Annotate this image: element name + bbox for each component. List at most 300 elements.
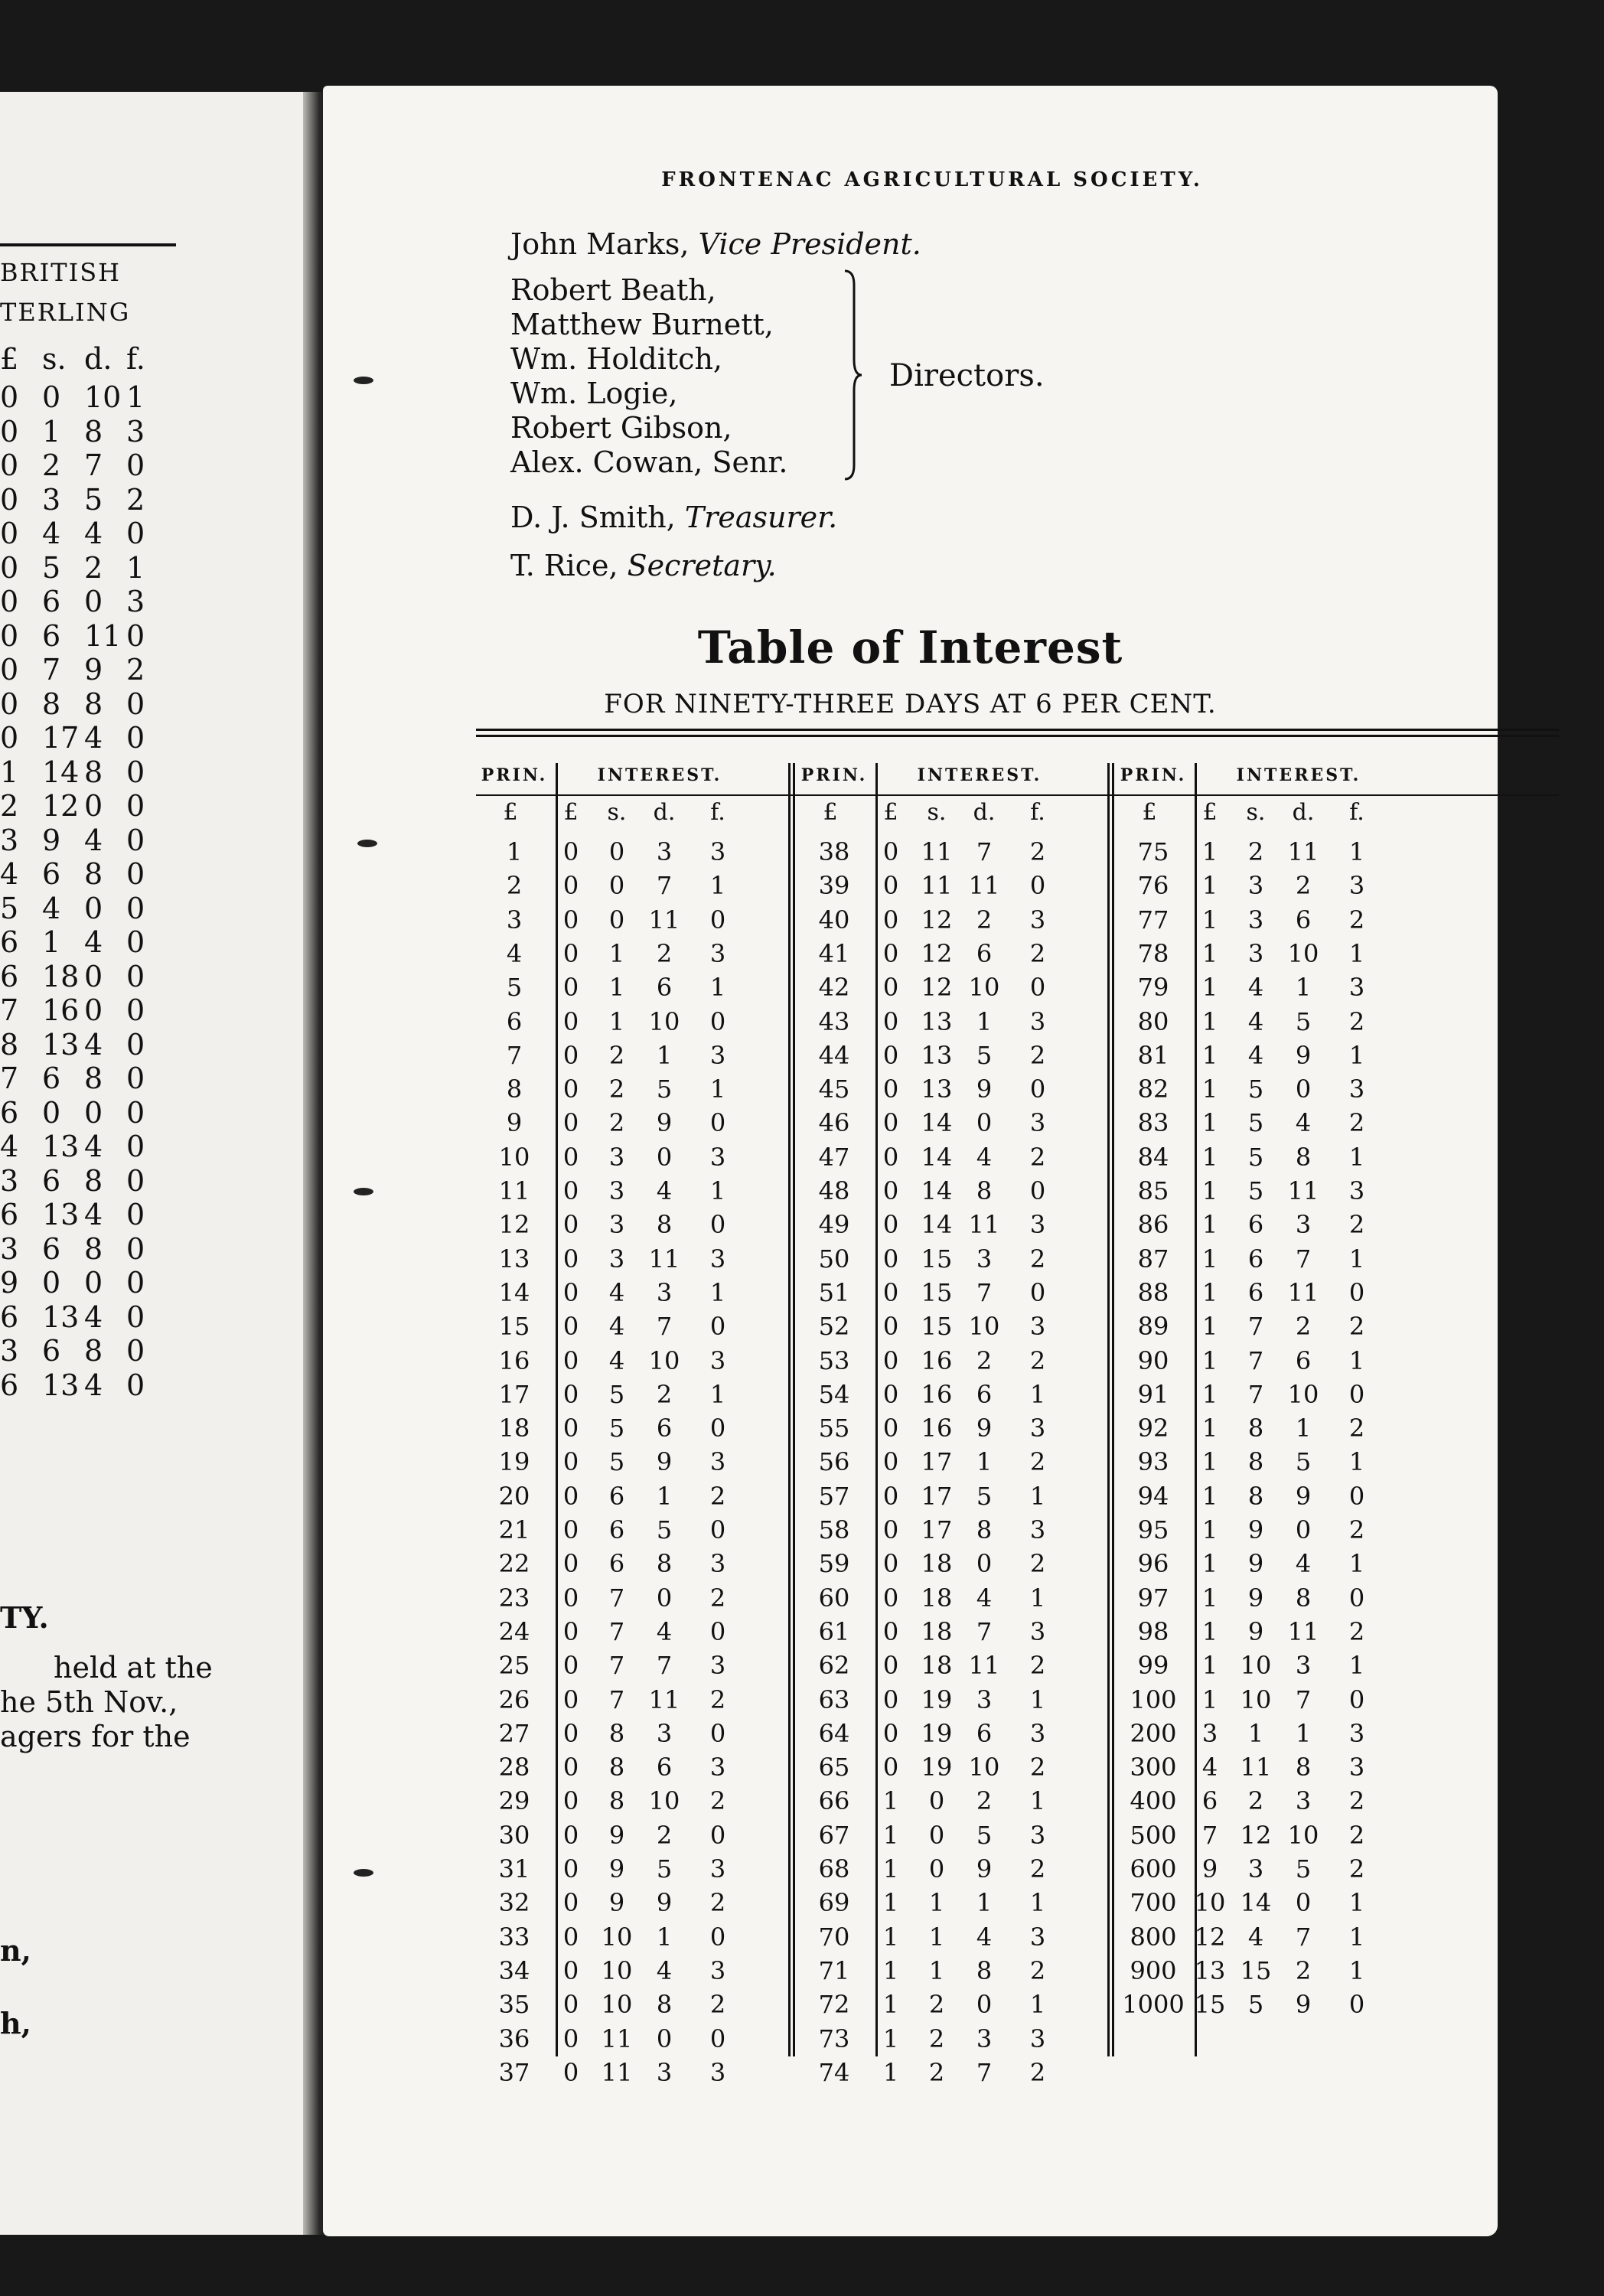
interest-unit: £ xyxy=(883,799,898,826)
interest-cell: 1 xyxy=(1029,1990,1046,2020)
interest-cell: 8 xyxy=(656,1549,673,1579)
principal-cell: 79 xyxy=(1137,973,1169,1003)
interest-cell: 3 xyxy=(709,1244,726,1274)
interest-cell: 8 xyxy=(976,1176,993,1205)
prin-header: PRIN. xyxy=(800,765,868,785)
interest-cell: 1 xyxy=(1201,1379,1218,1409)
principal-cell: 6 xyxy=(506,1006,523,1036)
left-heading-2: TERLING xyxy=(0,298,131,327)
left-cell: 0 xyxy=(126,448,145,482)
interest-cell: 3 xyxy=(656,1277,673,1307)
left-fragment-4: agers for the xyxy=(0,1720,191,1753)
principal-cell: 700 xyxy=(1130,1888,1177,1918)
interest-cell: 2 xyxy=(1348,1006,1365,1036)
interest-cell: 0 xyxy=(562,1277,579,1307)
principal-cell: 27 xyxy=(498,1718,530,1748)
principal-cell: 96 xyxy=(1137,1549,1169,1579)
interest-cell: 4 xyxy=(656,1176,673,1205)
principal-cell: 1 xyxy=(506,837,523,866)
principal-cell: 95 xyxy=(1137,1515,1169,1544)
interest-cell: 1 xyxy=(1029,1583,1046,1613)
interest-cell: 0 xyxy=(656,1142,673,1172)
left-cell: 8 xyxy=(0,1027,19,1062)
interest-cell: 3 xyxy=(709,1040,726,1070)
interest-cell: 0 xyxy=(882,1583,899,1613)
principal-cell: 12 xyxy=(498,1210,530,1240)
interest-cell: 2 xyxy=(1348,1210,1365,1240)
left-cell: 2 xyxy=(126,653,145,687)
interest-cell: 1 xyxy=(1348,1955,1365,1985)
left-cell: 0 xyxy=(126,755,145,789)
interest-cell: 17 xyxy=(921,1481,953,1511)
interest-cell: 5 xyxy=(1247,1990,1264,2020)
interest-cell: 14 xyxy=(921,1108,953,1138)
left-cell: 0 xyxy=(126,721,145,755)
interest-cell: 4 xyxy=(656,1616,673,1646)
interest-cell: 5 xyxy=(976,1820,993,1850)
interest-cell: 8 xyxy=(1247,1481,1264,1511)
interest-cell: 3 xyxy=(1029,1108,1046,1138)
interest-cell: 15 xyxy=(921,1312,953,1342)
principal-cell: 200 xyxy=(1130,1718,1177,1748)
interest-cell: 8 xyxy=(1247,1447,1264,1477)
interest-cell: 0 xyxy=(562,1244,579,1274)
left-cell: 0 xyxy=(126,618,145,653)
interest-cell: 1 xyxy=(1201,1414,1218,1443)
interest-cell: 6 xyxy=(1247,1244,1264,1274)
interest-cell: 6 xyxy=(1247,1277,1264,1307)
interest-cell: 0 xyxy=(562,1075,579,1104)
principal-cell: 47 xyxy=(818,1142,850,1172)
principal-cell: 30 xyxy=(498,1820,530,1850)
interest-cell: 4 xyxy=(1201,1753,1218,1782)
interest-cell: 11 xyxy=(648,905,680,934)
interest-cell: 2 xyxy=(1029,938,1046,968)
interest-cell: 5 xyxy=(1295,1854,1312,1883)
left-cell: 7 xyxy=(0,1062,19,1095)
interest-cell: 10 xyxy=(968,1753,1000,1782)
interest-cell: 1 xyxy=(1029,1379,1046,1409)
interest-cell: 1 xyxy=(1201,1108,1218,1138)
interest-cell: 11 xyxy=(1240,1753,1272,1782)
interest-cell: 0 xyxy=(928,1820,945,1850)
interest-cell: 18 xyxy=(921,1651,953,1681)
left-cell: 6 xyxy=(0,1198,19,1231)
interest-cell: 1 xyxy=(976,1888,993,1918)
left-cell: 4 xyxy=(0,1130,19,1163)
interest-cell: 5 xyxy=(976,1040,993,1070)
interest-cell: 2 xyxy=(928,1990,945,2020)
interest-cell: 14 xyxy=(921,1210,953,1240)
interest-cell: 10 xyxy=(648,1345,680,1375)
principal-cell: 100 xyxy=(1130,1684,1177,1714)
principal-cell: 81 xyxy=(1137,1040,1169,1070)
left-cell: 0 xyxy=(126,1027,145,1062)
interest-cell: 1 xyxy=(1201,1651,1218,1681)
left-top-rule xyxy=(0,243,176,246)
interest-cell: 14 xyxy=(921,1142,953,1172)
interest-cell: 0 xyxy=(1295,1075,1312,1104)
group-divider xyxy=(1107,763,1110,2056)
interest-cell: 2 xyxy=(656,1820,673,1850)
left-cell: 9 xyxy=(0,1266,19,1300)
interest-cell: 0 xyxy=(882,905,899,934)
principal-cell: 22 xyxy=(498,1549,530,1579)
interest-cell: 0 xyxy=(656,1583,673,1613)
principal-cell: 17 xyxy=(498,1379,530,1409)
left-cell: 0 xyxy=(0,653,19,687)
interest-cell: 0 xyxy=(976,1549,993,1579)
interest-cell: 0 xyxy=(1348,1379,1365,1409)
principal-cell: 74 xyxy=(818,2057,850,2087)
principal-cell: 39 xyxy=(818,871,850,901)
interest-cell: 9 xyxy=(608,1854,625,1883)
interest-cell: 19 xyxy=(921,1684,953,1714)
interest-cell: 0 xyxy=(882,1345,899,1375)
interest-cell: 3 xyxy=(1029,1312,1046,1342)
interest-cell: 0 xyxy=(562,1345,579,1375)
interest-unit: d. xyxy=(973,799,996,826)
interest-cell: 6 xyxy=(608,1481,625,1511)
table-top-rule-2 xyxy=(476,735,1559,737)
prin-unit: £ xyxy=(1142,799,1157,826)
left-cell: 17 xyxy=(42,721,80,755)
interest-cell: 13 xyxy=(1194,1955,1226,1985)
interest-cell: 0 xyxy=(562,1481,579,1511)
interest-cell: 0 xyxy=(882,1684,899,1714)
interest-cell: 17 xyxy=(921,1447,953,1477)
interest-cell: 6 xyxy=(1201,1786,1218,1816)
ink-mark xyxy=(357,840,377,847)
interest-cell: 3 xyxy=(1348,1753,1365,1782)
left-cell: 0 xyxy=(126,687,145,721)
left-cell: 3 xyxy=(126,414,145,448)
interest-cell: 2 xyxy=(1029,1955,1046,1985)
left-cell: 0 xyxy=(0,585,19,618)
interest-cell: 2 xyxy=(1029,837,1046,866)
principal-cell: 90 xyxy=(1137,1345,1169,1375)
interest-cell: 0 xyxy=(709,1210,726,1240)
table-subtitle: FOR NINETY-THREE DAYS AT 6 PER CENT. xyxy=(604,689,1217,719)
interest-cell: 6 xyxy=(976,1379,993,1409)
left-cell: 4 xyxy=(84,1027,103,1062)
interest-cell: 0 xyxy=(562,1040,579,1070)
interest-cell: 11 xyxy=(648,1684,680,1714)
interest-cell: 0 xyxy=(608,837,625,866)
interest-cell: 2 xyxy=(1348,1854,1365,1883)
interest-cell: 0 xyxy=(882,1075,899,1104)
left-cell: 3 xyxy=(0,1334,19,1368)
interest-cell: 0 xyxy=(1029,973,1046,1003)
table-title: Table of Interest xyxy=(697,621,1123,673)
prin-header: PRIN. xyxy=(481,765,548,785)
interest-cell: 3 xyxy=(1348,1718,1365,1748)
interest-cell: 12 xyxy=(921,905,953,934)
secretary-title: Secretary. xyxy=(627,549,777,582)
interest-cell: 5 xyxy=(1247,1142,1264,1172)
interest-cell: 1 xyxy=(1201,938,1218,968)
interest-cell: 0 xyxy=(882,1176,899,1205)
interest-cell: 3 xyxy=(709,1955,726,1985)
principal-cell: 11 xyxy=(498,1176,530,1205)
interest-cell: 2 xyxy=(1295,1312,1312,1342)
interest-cell: 3 xyxy=(1029,1616,1046,1646)
director-3: Wm. Holditch, xyxy=(510,342,723,376)
principal-cell: 23 xyxy=(498,1583,530,1613)
interest-cell: 9 xyxy=(1295,1990,1312,2020)
interest-cell: 9 xyxy=(976,1854,993,1883)
interest-cell: 6 xyxy=(656,973,673,1003)
principal-cell: 88 xyxy=(1137,1277,1169,1307)
interest-cell: 0 xyxy=(709,2024,726,2053)
interest-cell: 11 xyxy=(601,2024,633,2053)
left-fragment-1: TY. xyxy=(0,1600,49,1635)
ink-mark xyxy=(354,1869,373,1877)
interest-cell: 10 xyxy=(601,1955,633,1985)
left-cell: 0 xyxy=(84,1095,103,1130)
vice-president-name: John Marks, xyxy=(510,227,699,261)
interest-cell: 0 xyxy=(562,973,579,1003)
interest-cell: 6 xyxy=(976,1718,993,1748)
interest-unit: £ xyxy=(1202,799,1218,826)
interest-cell: 0 xyxy=(882,1312,899,1342)
interest-cell: 8 xyxy=(1295,1583,1312,1613)
left-cell: 0 xyxy=(42,1266,61,1300)
interest-cell: 18 xyxy=(921,1583,953,1613)
principal-cell: 33 xyxy=(498,1922,530,1952)
interest-cell: 1 xyxy=(1201,1616,1218,1646)
interest-cell: 0 xyxy=(882,1006,899,1036)
interest-unit: £ xyxy=(563,799,579,826)
principal-cell: 44 xyxy=(818,1040,850,1070)
interest-cell: 2 xyxy=(709,1583,726,1613)
interest-cell: 9 xyxy=(1247,1583,1264,1613)
interest-cell: 8 xyxy=(1247,1414,1264,1443)
interest-cell: 3 xyxy=(709,837,726,866)
directors-brace xyxy=(843,269,862,481)
principal-cell: 42 xyxy=(818,973,850,1003)
interest-cell: 1 xyxy=(928,1888,945,1918)
left-cell: 5 xyxy=(0,891,19,925)
principal-cell: 37 xyxy=(498,2057,530,2087)
interest-cell: 2 xyxy=(1295,871,1312,901)
director-6: Alex. Cowan, Senr. xyxy=(510,445,788,479)
interest-unit: d. xyxy=(653,799,676,826)
interest-cell: 1 xyxy=(1348,1888,1365,1918)
interest-cell: 2 xyxy=(656,1379,673,1409)
left-cell: 1 xyxy=(42,414,61,448)
interest-cell: 0 xyxy=(882,1515,899,1544)
left-cell: 0 xyxy=(84,993,103,1027)
principal-cell: 9 xyxy=(506,1108,523,1138)
principal-cell: 87 xyxy=(1137,1244,1169,1274)
interest-cell: 3 xyxy=(976,1244,993,1274)
interest-cell: 0 xyxy=(709,1820,726,1850)
left-cell: 2 xyxy=(84,550,103,585)
interest-cell: 0 xyxy=(882,1414,899,1443)
left-cell: 0 xyxy=(84,585,103,618)
interest-cell: 3 xyxy=(709,2057,726,2087)
left-cell: 4 xyxy=(84,1130,103,1163)
interest-cell: 2 xyxy=(1029,1345,1046,1375)
left-cell: 0 xyxy=(0,550,19,585)
principal-cell: 71 xyxy=(818,1955,850,1985)
interest-cell: 5 xyxy=(1247,1176,1264,1205)
interest-cell: 0 xyxy=(882,1277,899,1307)
interest-cell: 3 xyxy=(656,837,673,866)
left-cell: 11 xyxy=(84,618,122,653)
interest-cell: 1 xyxy=(1201,1684,1218,1714)
interest-cell: 1 xyxy=(709,1379,726,1409)
left-cell: 0 xyxy=(126,517,145,550)
interest-cell: 0 xyxy=(928,1854,945,1883)
interest-cell: 0 xyxy=(709,1718,726,1748)
principal-cell: 77 xyxy=(1137,905,1169,934)
interest-cell: 1 xyxy=(1348,1345,1365,1375)
principal-cell: 60 xyxy=(818,1583,850,1613)
left-fragment-3: he 5th Nov., xyxy=(0,1685,178,1719)
left-cell: 0 xyxy=(42,1095,61,1130)
principal-cell: 80 xyxy=(1137,1006,1169,1036)
left-cell: 0 xyxy=(126,1231,145,1266)
interest-unit: f. xyxy=(1349,799,1364,826)
interest-cell: 1 xyxy=(709,1277,726,1307)
left-cell: 0 xyxy=(0,380,19,414)
left-cell: 0 xyxy=(0,414,19,448)
interest-header: INTEREST. xyxy=(597,765,722,785)
interest-cell: 0 xyxy=(882,1616,899,1646)
principal-cell: 72 xyxy=(818,1990,850,2020)
interest-cell: 7 xyxy=(608,1616,625,1646)
left-cell: 1 xyxy=(126,380,145,414)
principal-cell: 34 xyxy=(498,1955,530,1985)
interest-cell: 0 xyxy=(882,1549,899,1579)
interest-cell: 0 xyxy=(882,1481,899,1511)
interest-cell: 3 xyxy=(709,1549,726,1579)
principal-cell: 54 xyxy=(818,1379,850,1409)
interest-cell: 2 xyxy=(1247,837,1264,866)
interest-cell: 0 xyxy=(562,1414,579,1443)
interest-cell: 1 xyxy=(1201,1244,1218,1274)
principal-cell: 49 xyxy=(818,1210,850,1240)
interest-cell: 0 xyxy=(562,1176,579,1205)
interest-cell: 4 xyxy=(608,1345,625,1375)
interest-cell: 1 xyxy=(882,1786,899,1816)
left-cell: 0 xyxy=(126,1334,145,1368)
interest-cell: 2 xyxy=(608,1108,625,1138)
interest-cell: 2 xyxy=(1029,1142,1046,1172)
left-cell: 0 xyxy=(84,789,103,823)
interest-cell: 1 xyxy=(1201,837,1218,866)
interest-cell: 1 xyxy=(1348,938,1365,968)
interest-cell: 4 xyxy=(1295,1108,1312,1138)
interest-cell: 0 xyxy=(1029,1277,1046,1307)
interest-unit: f. xyxy=(1030,799,1045,826)
interest-cell: 0 xyxy=(1348,1583,1365,1613)
left-cell: 0 xyxy=(0,687,19,721)
interest-cell: 3 xyxy=(1029,1820,1046,1850)
interest-cell: 12 xyxy=(1194,1922,1226,1952)
interest-cell: 2 xyxy=(1348,1616,1365,1646)
principal-cell: 300 xyxy=(1130,1753,1177,1782)
interest-cell: 7 xyxy=(656,1312,673,1342)
interest-cell: 7 xyxy=(1295,1684,1312,1714)
interest-cell: 1 xyxy=(1029,1481,1046,1511)
interest-cell: 4 xyxy=(1247,1006,1264,1036)
interest-cell: 0 xyxy=(976,1108,993,1138)
interest-cell: 5 xyxy=(1295,1006,1312,1036)
principal-cell: 58 xyxy=(818,1515,850,1544)
principal-cell: 89 xyxy=(1137,1312,1169,1342)
left-cell: 18 xyxy=(42,959,80,993)
principal-cell: 66 xyxy=(818,1786,850,1816)
left-cell: 10 xyxy=(84,380,122,414)
principal-cell: 45 xyxy=(818,1075,850,1104)
prin-header: PRIN. xyxy=(1120,765,1187,785)
interest-cell: 11 xyxy=(968,871,1000,901)
interest-cell: 2 xyxy=(1247,1786,1264,1816)
left-unit-header: £ xyxy=(0,342,19,376)
interest-cell: 2 xyxy=(1029,1447,1046,1477)
interest-cell: 1 xyxy=(1348,1244,1365,1274)
interest-cell: 4 xyxy=(1247,1040,1264,1070)
interest-cell: 0 xyxy=(562,1854,579,1883)
interest-cell: 0 xyxy=(882,1040,899,1070)
interest-cell: 18 xyxy=(921,1616,953,1646)
interest-cell: 0 xyxy=(1348,1684,1365,1714)
interest-cell: 1 xyxy=(1201,973,1218,1003)
interest-cell: 2 xyxy=(976,1786,993,1816)
principal-cell: 16 xyxy=(498,1345,530,1375)
left-cell: 0 xyxy=(126,1198,145,1231)
principal-cell: 56 xyxy=(818,1447,850,1477)
interest-cell: 8 xyxy=(976,1955,993,1985)
principal-cell: 36 xyxy=(498,2024,530,2053)
left-cell: 0 xyxy=(126,925,145,959)
interest-cell: 4 xyxy=(1295,1549,1312,1579)
interest-cell: 0 xyxy=(882,973,899,1003)
interest-cell: 10 xyxy=(1287,1820,1319,1850)
interest-cell: 1 xyxy=(882,1990,899,2020)
interest-cell: 1 xyxy=(1201,1312,1218,1342)
left-cell: 6 xyxy=(0,1300,19,1334)
interest-cell: 6 xyxy=(608,1549,625,1579)
interest-cell: 2 xyxy=(1348,1515,1365,1544)
interest-cell: 0 xyxy=(709,1616,726,1646)
principal-cell: 91 xyxy=(1137,1379,1169,1409)
treasurer-title: Treasurer. xyxy=(684,501,838,534)
interest-cell: 10 xyxy=(968,1312,1000,1342)
principal-cell: 21 xyxy=(498,1515,530,1544)
interest-cell: 0 xyxy=(1029,1075,1046,1104)
left-unit-header: d. xyxy=(84,342,112,376)
treasurer-name: D. J. Smith, xyxy=(510,501,685,534)
interest-cell: 1 xyxy=(656,1922,673,1952)
principal-cell: 38 xyxy=(818,837,850,866)
interest-cell: 14 xyxy=(921,1176,953,1205)
secretary-line xyxy=(510,551,777,580)
left-cell: 6 xyxy=(0,959,19,993)
principal-cell: 85 xyxy=(1137,1176,1169,1205)
interest-cell: 0 xyxy=(1029,1176,1046,1205)
interest-cell: 2 xyxy=(1348,1786,1365,1816)
interest-cell: 13 xyxy=(921,1040,953,1070)
interest-unit: f. xyxy=(710,799,725,826)
interest-cell: 1 xyxy=(928,1955,945,1985)
principal-cell: 76 xyxy=(1137,871,1169,901)
principal-cell: 31 xyxy=(498,1854,530,1883)
principal-cell: 67 xyxy=(818,1820,850,1850)
